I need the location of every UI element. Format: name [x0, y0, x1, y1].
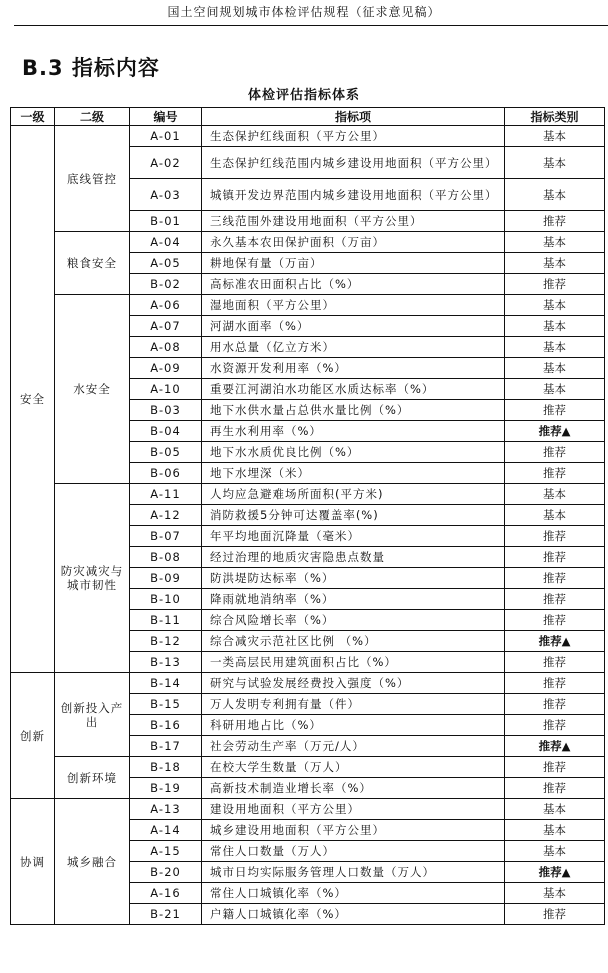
category-cell: 基本 — [505, 147, 605, 179]
indicator-table — [10, 107, 605, 925]
indicator-cell: 科研用地占比（%） — [202, 715, 505, 736]
indicator-cell: 用水总量（亿立方米） — [202, 337, 505, 358]
indicator-cell: 常住人口城镇化率（%） — [202, 883, 505, 904]
table-row — [11, 673, 605, 694]
category-cell: 推荐 — [505, 757, 605, 778]
category-cell: 基本 — [505, 841, 605, 862]
code-cell: B-15 — [130, 694, 202, 715]
code-cell: A-05 — [130, 253, 202, 274]
indicator-cell: 降雨就地消纳率（%） — [202, 589, 505, 610]
header-rule — [14, 25, 608, 26]
code-cell: B-13 — [130, 652, 202, 673]
category-cell: 推荐 — [505, 694, 605, 715]
category-cell: 基本 — [505, 820, 605, 841]
level2-cell: 创新环境 — [55, 757, 130, 799]
category-cell: 推荐 — [505, 652, 605, 673]
indicator-cell: 高标准农田面积占比（%） — [202, 274, 505, 295]
indicator-cell: 生态保护红线面积（平方公里） — [202, 126, 505, 147]
code-cell: B-06 — [130, 463, 202, 484]
indicator-cell: 三线范围外建设用地面积（平方公里） — [202, 211, 505, 232]
indicator-cell: 湿地面积（平方公里） — [202, 295, 505, 316]
indicator-cell: 一类高层民用建筑面积占比（%） — [202, 652, 505, 673]
code-cell: A-08 — [130, 337, 202, 358]
indicator-cell: 地下水水质优良比例（%） — [202, 442, 505, 463]
level2-cell: 防灾减灾与城市韧性 — [55, 484, 130, 673]
indicator-cell: 高新技术制造业增长率（%） — [202, 778, 505, 799]
code-cell: B-01 — [130, 211, 202, 232]
indicator-cell: 耕地保有量（万亩） — [202, 253, 505, 274]
indicator-cell: 再生水利用率（%） — [202, 421, 505, 442]
col-header-category: 指标类别 — [505, 108, 605, 126]
indicator-cell: 综合风险增长率（%） — [202, 610, 505, 631]
level1-cell: 创新 — [11, 673, 55, 799]
code-cell: A-15 — [130, 841, 202, 862]
level1-cell: 安全 — [11, 126, 55, 673]
category-cell: 推荐 — [505, 610, 605, 631]
indicator-cell: 常住人口数量（万人） — [202, 841, 505, 862]
code-cell: A-04 — [130, 232, 202, 253]
category-cell: 推荐 — [505, 778, 605, 799]
code-cell: B-04 — [130, 421, 202, 442]
code-cell: B-12 — [130, 631, 202, 652]
indicator-cell: 万人发明专利拥有量（件） — [202, 694, 505, 715]
indicator-cell: 生态保护红线范围内城乡建设用地面积（平方公里） — [202, 147, 505, 179]
category-cell: 推荐 — [505, 547, 605, 568]
category-cell: 推荐▲ — [505, 736, 605, 757]
indicator-cell: 经过治理的地质灾害隐患点数量 — [202, 547, 505, 568]
category-cell: 基本 — [505, 295, 605, 316]
indicator-cell: 在校大学生数量（万人） — [202, 757, 505, 778]
indicator-cell: 年平均地面沉降量（毫米） — [202, 526, 505, 547]
category-cell: 推荐 — [505, 274, 605, 295]
code-cell: A-16 — [130, 883, 202, 904]
category-cell: 推荐 — [505, 211, 605, 232]
category-cell: 基本 — [505, 883, 605, 904]
code-cell: A-09 — [130, 358, 202, 379]
category-cell: 推荐 — [505, 904, 605, 925]
level2-cell: 城乡融合 — [55, 799, 130, 925]
code-cell: A-06 — [130, 295, 202, 316]
level2-cell: 创新投入产出 — [55, 673, 130, 757]
col-header-level1: 一级 — [11, 108, 55, 126]
code-cell: B-02 — [130, 274, 202, 295]
category-cell: 基本 — [505, 379, 605, 400]
indicator-cell: 永久基本农田保护面积（万亩） — [202, 232, 505, 253]
indicator-cell: 河湖水面率（%） — [202, 316, 505, 337]
code-cell: A-11 — [130, 484, 202, 505]
table-row — [11, 232, 605, 253]
category-cell: 推荐 — [505, 673, 605, 694]
code-cell: B-20 — [130, 862, 202, 883]
code-cell: B-08 — [130, 547, 202, 568]
category-cell: 推荐 — [505, 568, 605, 589]
indicator-cell: 社会劳动生产率（万元/人） — [202, 736, 505, 757]
indicator-cell: 重要江河湖泊水功能区水质达标率（%） — [202, 379, 505, 400]
col-header-indicator: 指标项 — [202, 108, 505, 126]
indicator-cell: 水资源开发利用率（%） — [202, 358, 505, 379]
category-cell: 推荐▲ — [505, 421, 605, 442]
indicator-cell: 消防救援5分钟可达覆盖率(%) — [202, 505, 505, 526]
code-cell: B-18 — [130, 757, 202, 778]
category-cell: 推荐▲ — [505, 862, 605, 883]
col-header-level2: 二级 — [55, 108, 130, 126]
running-header — [0, 0, 608, 26]
indicator-cell: 城镇开发边界范围内城乡建设用地面积（平方公里） — [202, 179, 505, 211]
indicator-cell: 地下水埋深（米） — [202, 463, 505, 484]
code-cell: A-02 — [130, 147, 202, 179]
indicator-cell: 户籍人口城镇化率（%） — [202, 904, 505, 925]
indicator-cell: 防洪堤防达标率（%） — [202, 568, 505, 589]
category-cell: 基本 — [505, 316, 605, 337]
indicator-cell: 综合减灾示范社区比例 （%） — [202, 631, 505, 652]
category-cell: 推荐 — [505, 715, 605, 736]
code-cell: B-05 — [130, 442, 202, 463]
table-row — [11, 757, 605, 778]
level2-cell: 水安全 — [55, 295, 130, 484]
category-cell: 基本 — [505, 505, 605, 526]
table-row — [11, 126, 605, 147]
code-cell: A-07 — [130, 316, 202, 337]
running-title: 国土空间规划城市体检评估规程（征求意见稿） — [167, 5, 441, 19]
category-cell: 基本 — [505, 179, 605, 211]
code-cell: B-17 — [130, 736, 202, 757]
indicator-cell: 建设用地面积（平方公里） — [202, 799, 505, 820]
table-row — [11, 799, 605, 820]
code-cell: B-16 — [130, 715, 202, 736]
category-cell: 基本 — [505, 358, 605, 379]
category-cell: 基本 — [505, 232, 605, 253]
code-cell: A-10 — [130, 379, 202, 400]
table-row — [11, 484, 605, 505]
category-cell: 推荐 — [505, 589, 605, 610]
code-cell: B-14 — [130, 673, 202, 694]
table-header-row — [11, 108, 605, 126]
category-cell: 基本 — [505, 484, 605, 505]
category-cell: 推荐 — [505, 463, 605, 484]
table-row — [11, 295, 605, 316]
category-cell: 推荐 — [505, 526, 605, 547]
code-cell: A-01 — [130, 126, 202, 147]
code-cell: A-13 — [130, 799, 202, 820]
level1-cell: 协调 — [11, 799, 55, 925]
category-cell: 基本 — [505, 799, 605, 820]
indicator-cell: 城乡建设用地面积（平方公里） — [202, 820, 505, 841]
table-caption: 体检评估指标体系 — [247, 88, 360, 103]
indicator-cell: 人均应急避难场所面积(平方米) — [202, 484, 505, 505]
category-cell: 推荐▲ — [505, 631, 605, 652]
category-cell: 基本 — [505, 253, 605, 274]
category-cell: 基本 — [505, 337, 605, 358]
category-cell: 推荐 — [505, 442, 605, 463]
indicator-cell: 城市日均实际服务管理人口数量（万人） — [202, 862, 505, 883]
code-cell: B-03 — [130, 400, 202, 421]
code-cell: A-03 — [130, 179, 202, 211]
level2-cell: 粮食安全 — [55, 232, 130, 295]
code-cell: B-09 — [130, 568, 202, 589]
code-cell: B-19 — [130, 778, 202, 799]
section-title: B.3 指标内容 — [22, 56, 160, 80]
code-cell: A-14 — [130, 820, 202, 841]
col-header-code: 编号 — [130, 108, 202, 126]
indicator-cell: 研究与试验发展经费投入强度（%） — [202, 673, 505, 694]
code-cell: B-10 — [130, 589, 202, 610]
indicator-cell: 地下水供水量占总供水量比例（%） — [202, 400, 505, 421]
code-cell: A-12 — [130, 505, 202, 526]
level2-cell: 底线管控 — [55, 126, 130, 232]
code-cell: B-07 — [130, 526, 202, 547]
category-cell: 推荐 — [505, 400, 605, 421]
code-cell: B-11 — [130, 610, 202, 631]
category-cell: 基本 — [505, 126, 605, 147]
code-cell: B-21 — [130, 904, 202, 925]
